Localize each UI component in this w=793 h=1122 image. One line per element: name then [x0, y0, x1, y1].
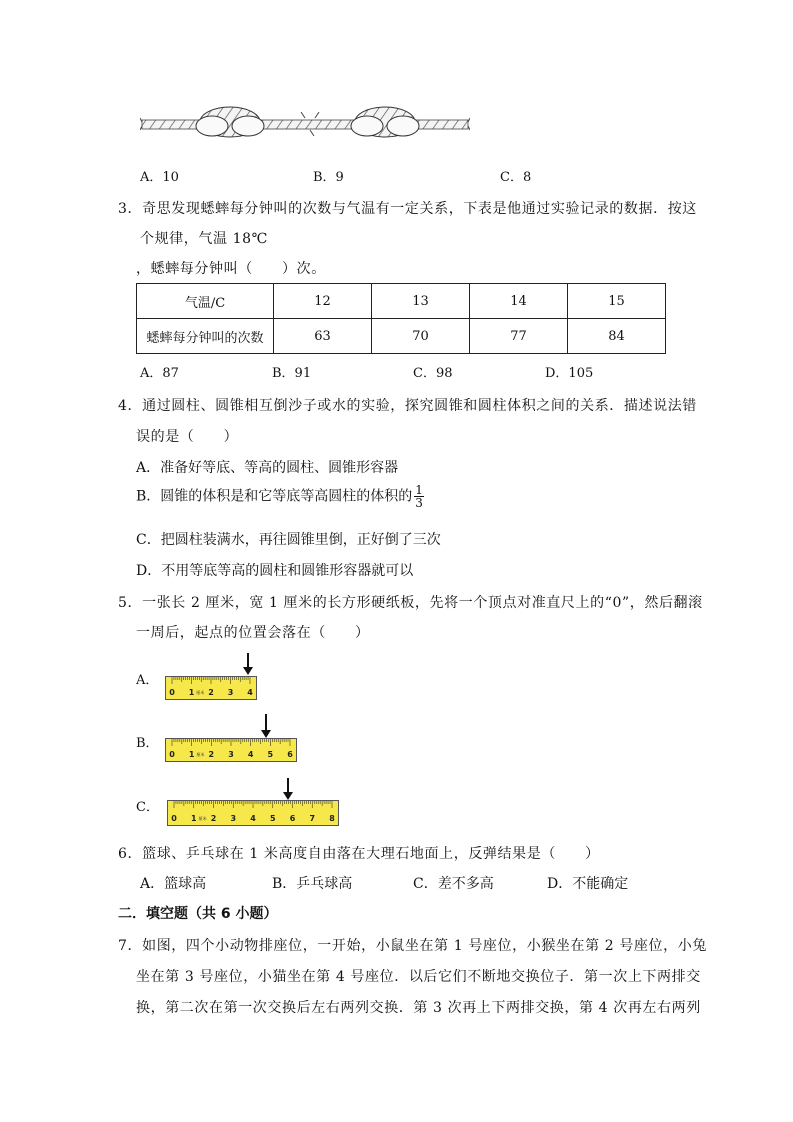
q3-option-c[interactable]: C．98	[413, 366, 453, 381]
q4-option-a[interactable]: A．准备好等底、等高的圆柱、圆锥形容器	[136, 460, 399, 476]
table-row	[137, 319, 666, 354]
q6-option-a[interactable]: A．篮球高	[140, 876, 207, 892]
table-cell: 15	[568, 284, 666, 319]
ruler-tick-label: 6	[287, 750, 293, 759]
table-cell: 14	[470, 284, 568, 319]
ruler-scale	[166, 677, 256, 699]
table-row	[137, 284, 666, 319]
q5-option-a-label[interactable]: A．	[136, 673, 159, 688]
table-cell: 70	[372, 319, 470, 354]
ruler-c-arrow	[287, 778, 289, 794]
ruler-scale	[168, 801, 338, 825]
q6-option-b[interactable]: B．乒乓球高	[272, 876, 353, 892]
q5-text-line2: 一周后，起点的位置会落在（ ）	[136, 625, 370, 641]
table-cell: 13	[372, 284, 470, 319]
ruler-unit-label: 厘米	[196, 752, 205, 757]
ruler-b[interactable]	[165, 738, 297, 762]
q4-text-line2: 误的是（ ）	[136, 429, 239, 445]
table-cell: 77	[470, 319, 568, 354]
q7-text-line3: 换，第二次在第一次交换后左右两列交换．第 3 次再上下两排交换，第 4 次再左右两列	[136, 1000, 701, 1016]
ruler-scale	[166, 739, 296, 761]
ruler-a-arrow	[247, 653, 249, 669]
ruler-tick-label: 1	[188, 750, 195, 759]
q2-option-b[interactable]: B．9	[313, 170, 344, 185]
section-title-fill-blank: 二．填空题（共 6 小题）	[118, 906, 278, 922]
q3-text-line3: ，蟋蟀每分钟叫（ ）次。	[136, 261, 326, 277]
ruler-tick-label: 0	[171, 814, 177, 823]
ruler-tick-label: 0	[169, 688, 175, 697]
q6-option-d[interactable]: D．不能确定	[547, 876, 629, 892]
ruler-tick-label: 0	[169, 750, 175, 759]
ruler-tick-label: 2	[210, 814, 217, 823]
ruler-tick-label: 4	[250, 814, 256, 823]
q4-text-line1: 4．通过圆柱、圆锥相互倒沙子或水的实验，探究圆锥和圆柱体积之间的关系．描述说法错	[118, 398, 697, 414]
table-cell: 蟋蟀每分钟叫的次数	[137, 319, 274, 354]
q3-text-line2: 个规律，气温 18℃	[140, 231, 268, 247]
q4-option-c[interactable]: C．把圆柱装满水，再往圆锥里倒，正好倒了三次	[136, 532, 441, 548]
ruler-tick-label: 3	[230, 814, 237, 823]
q3-option-b[interactable]: B．91	[272, 366, 312, 381]
q3-option-a[interactable]: A．87	[140, 366, 179, 381]
ruler-unit-label: 厘米	[198, 816, 207, 821]
ruler-tick-label: 8	[329, 814, 335, 823]
rope-knots-image	[140, 100, 470, 152]
q5-option-c-label[interactable]: C．	[136, 800, 159, 815]
ruler-tick-label: 1	[188, 688, 195, 697]
ruler-c[interactable]	[167, 800, 339, 826]
temperature-table	[136, 283, 666, 354]
q2-option-a[interactable]: A．10	[140, 170, 179, 185]
q6-text-line1: 6．篮球、乒乓球在 1 米高度自由落在大理石地面上，反弹结果是（ ）	[118, 846, 600, 862]
q3-text-line1: 3．奇思发现蟋蟀每分钟叫的次数与气温有一定关系，下表是他通过实验记录的数据．按这	[118, 201, 697, 217]
table-cell: 12	[274, 284, 372, 319]
fraction-one-third: $\frac{1}{3}$	[415, 483, 423, 510]
q4-option-b[interactable]	[136, 484, 424, 509]
ruler-tick-label: 7	[309, 814, 316, 823]
q4-option-d[interactable]: D．不用等底等高的圆柱和圆锥形容器就可以	[136, 563, 414, 579]
ruler-unit-label: 厘米	[196, 690, 205, 695]
ruler-tick-label: 1	[190, 814, 197, 823]
ruler-tick-label: 4	[247, 688, 253, 697]
ruler-tick-label: 5	[269, 814, 276, 823]
q4-option-b-text: B．圆锥的体积是和它等底等高圆柱的体积的	[136, 488, 413, 505]
q3-option-d[interactable]: D．105	[545, 366, 594, 381]
q2-option-c[interactable]: C．8	[500, 170, 532, 185]
ruler-tick-label: 2	[208, 688, 214, 697]
q5-option-b-label[interactable]: B．	[136, 736, 159, 751]
q5-text-line1: 5．一张长 2 厘米，宽 1 厘米的长方形硬纸板，先将一个顶点对准直尺上的“0”，然后翻滚	[118, 595, 703, 611]
ruler-tick-label: 2	[208, 750, 215, 759]
ruler-tick-label: 5	[267, 750, 274, 759]
ruler-b-arrow	[265, 714, 267, 732]
ruler-tick-label: 3	[227, 688, 234, 697]
ruler-tick-label: 6	[289, 814, 296, 823]
q6-option-c[interactable]: C．差不多高	[413, 876, 494, 892]
table-cell: 84	[568, 319, 666, 354]
table-cell: 气温/C	[137, 284, 274, 319]
ruler-tick-label: 4	[247, 750, 254, 759]
ruler-a[interactable]	[165, 676, 257, 700]
q7-text-line1: 7．如图，四个小动物排座位，一开始，小鼠坐在第 1 号座位，小猴坐在第 2 号座位，小兔	[118, 938, 707, 954]
ruler-tick-label: 3	[228, 750, 234, 759]
table-cell: 63	[274, 319, 372, 354]
q7-text-line2: 坐在第 3 号座位，小猫坐在第 4 号座位．以后它们不断地交换位子．第一次上下两排交	[136, 969, 701, 985]
